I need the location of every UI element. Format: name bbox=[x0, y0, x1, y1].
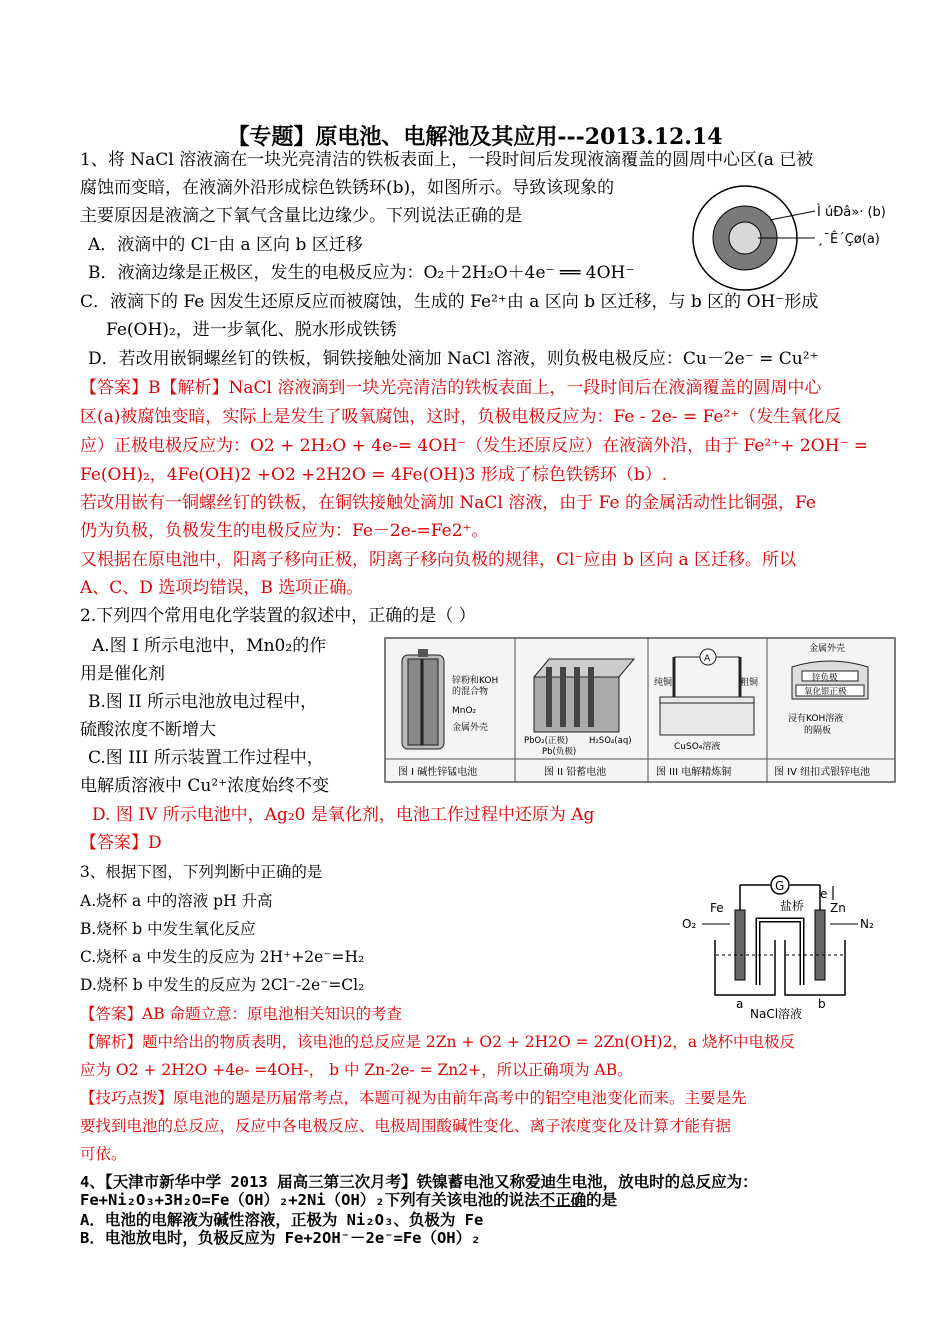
svg-text:金属外壳: 金属外壳 bbox=[452, 723, 489, 733]
q2-answer: 【答案】D bbox=[80, 833, 162, 853]
svg-text:Zn: Zn bbox=[830, 901, 846, 915]
q1-stem-line1: 1、将 NaCl 溶液滴在一块光亮清洁的铁板表面上，一段时间后发现液滴覆盖的圆周中心区(a 已被 bbox=[80, 150, 814, 170]
q3-explanation-line2: 应为 O2 + 2H2O +4e- =4OH-， b 中 Zn-2e- = Zn2+，所以正确项为 AB。 bbox=[80, 1061, 633, 1079]
q2-option-a-line2: 用是催化剂 bbox=[80, 664, 165, 684]
q1-answer-line8: A、C、D 选项均错误，B 选项正确。 bbox=[80, 578, 364, 598]
svg-text:NaCl溶液: NaCl溶液 bbox=[750, 1007, 803, 1020]
q2-stem: 2.下列四个常用电化学装置的叙述中，正确的是（ ） bbox=[80, 606, 476, 626]
svg-text:a: a bbox=[736, 997, 744, 1011]
q4-stem-line2: Fe+Ni₂O₃+3H₂O=Fe（OH）₂+2Ni（OH）₂下列有关该电池的说法不正确的是 bbox=[80, 1191, 618, 1209]
svg-text:锌粉和KOH: 锌粉和KOH bbox=[452, 676, 499, 686]
q1-answer-line3: 应）正极电极反应为：O2 + 2H₂O + 4e-= 4OH⁻（发生还原反应）在液滴外沿，由于 Fe²⁺+ 2OH⁻ = bbox=[80, 436, 869, 456]
panel-4-caption: 图 IV 纽扣式银锌电池 bbox=[774, 767, 871, 778]
page-title: 【专题】原电池、电解池及其应用---2013.12.14 bbox=[227, 124, 723, 150]
electrochemistry-devices-figure bbox=[384, 637, 896, 783]
q1-answer-line5: 若改用嵌有一铜螺丝钉的铁板，在铜铁接触处滴加 NaCl 溶液，由于 Fe 的金属活动性比铜强，Fe bbox=[80, 493, 816, 513]
svg-text:的隔板: 的隔板 bbox=[804, 726, 832, 736]
panel-1-caption: 图 I 碱性锌锰电池 bbox=[398, 767, 478, 778]
svg-text:O₂: O₂ bbox=[682, 917, 697, 931]
q3-tip-line2: 要找到电池的总反应，反应中各电极反应、电极周围酸碱性变化、离子浓度变化及计算才能有据 bbox=[80, 1117, 732, 1135]
q3-answer: 【答案】AB 命题立意：原电池相关知识的考查 bbox=[80, 1005, 403, 1023]
svg-text:浸有KOH溶液: 浸有KOH溶液 bbox=[788, 714, 844, 724]
q2-option-b-line2: 硫酸浓度不断增大 bbox=[80, 720, 216, 740]
q1-stem-line2: 腐蚀而变暗，在液滴外沿形成棕色铁锈环(b)，如图所示。导致该现象的 bbox=[80, 178, 615, 198]
q2-option-c-line1: C.图 III 所示装置工作过程中， bbox=[88, 748, 324, 768]
panel-3-caption: 图 III 电解精炼铜 bbox=[656, 767, 732, 778]
svg-text:Pb(负极): Pb(负极) bbox=[542, 747, 577, 757]
svg-text:锌负极: 锌负极 bbox=[812, 673, 838, 683]
svg-text:H₂SO₄(aq): H₂SO₄(aq) bbox=[589, 736, 632, 746]
q1-answer-line4: Fe(OH)₂，4Fe(OH)2 +O2 +2H2O = 4Fe(OH)3 形成了棕色铁锈环（b）. bbox=[80, 465, 668, 485]
svg-text:PbO₂(正极): PbO₂(正极) bbox=[524, 736, 569, 746]
droplet-figure bbox=[690, 180, 910, 300]
svg-text:b: b bbox=[818, 997, 826, 1011]
droplet-label-a: ¸¯Ê´Çø(a) bbox=[817, 232, 880, 247]
q1-option-b: B．液滴边缘是正极区，发生的电极反应为：O₂＋2H₂O＋4e⁻ ══ 4OH⁻ bbox=[88, 263, 635, 283]
q4-option-a: A．电池的电解液为碱性溶液，正极为 Ni₂O₃、负极为 Fe bbox=[80, 1211, 484, 1229]
svg-text:e: e bbox=[820, 887, 828, 901]
q2-option-c-line2: 电解质溶液中 Cu²⁺浓度始终不变 bbox=[80, 776, 330, 796]
svg-text:氧化银正极: 氧化银正极 bbox=[804, 687, 847, 697]
q2-option-d: D. 图 IV 所示电池中，Ag₂0 是氧化剂，电池工作过程中还原为 Ag bbox=[92, 805, 595, 825]
svg-text:MnO₂: MnO₂ bbox=[452, 706, 477, 716]
q3-stem: 3、根据下图，下列判断中正确的是 bbox=[80, 863, 323, 881]
q1-answer-line7: 又根据在原电池中，阳离子移向正极，阴离子移向负极的规律，Cl⁻应由 b 区向 a 区迁移。所以 bbox=[80, 550, 797, 570]
q1-answer-line2: 区(a)被腐蚀变暗，实际上是发生了吸氧腐蚀，这时，负极电极反应为：Fe - 2e- = Fe²⁺（发生氧化反 bbox=[80, 407, 842, 427]
svg-text:N₂: N₂ bbox=[860, 917, 874, 931]
q1-stem-line3: 主要原因是液滴之下氧气含量比边缘少。下列说法正确的是 bbox=[80, 206, 522, 226]
q1-option-c-line2: Fe(OH)₂，进一步氧化、脱水形成铁锈 bbox=[106, 320, 397, 340]
svg-text:G: G bbox=[775, 879, 785, 893]
panel-2-caption: 图 II 铅蓄电池 bbox=[544, 767, 607, 778]
q1-answer-line6: 仍为负极，负极发生的电极反应为：Fe－2e-=Fe2⁺。 bbox=[80, 521, 489, 541]
q1-option-c-line1: C．液滴下的 Fe 因发生还原反应而被腐蚀，生成的 Fe²⁺由 a 区向 b 区迁移，与 b 区的 OH⁻形成 bbox=[80, 292, 819, 312]
svg-text:粗铜: 粗铜 bbox=[740, 678, 759, 688]
svg-text:A: A bbox=[704, 654, 711, 664]
q3-explanation-line1: 【解析】题中给出的物质表明，该电池的总反应是 2Zn + O2 + 2H2O = 2Zn(OH)2，a 烧杯中电极反 bbox=[80, 1033, 796, 1051]
q3-option-b: B.烧杯 b 中发生氧化反应 bbox=[80, 920, 256, 938]
q1-option-a: A．液滴中的 Cl⁻由 a 区向 b 区迁移 bbox=[88, 235, 363, 255]
q1-answer-line1: 【答案】B【解析】NaCl 溶液滴到一块光亮清洁的铁板表面上，一段时间后在液滴覆盖的圆周中心 bbox=[80, 378, 822, 398]
q3-option-a: A.烧杯 a 中的溶液 pH 升高 bbox=[80, 892, 273, 910]
droplet-label-b: Ì úÐâ»· (b) bbox=[817, 205, 886, 220]
q3-tip-line1: 【技巧点拨】原电池的题是历届常考点，本题可视为由前年高考中的铝空电池变化而来。主要是先 bbox=[80, 1089, 747, 1107]
q3-option-d: D.烧杯 b 中发生的反应为 2Cl⁻-2e⁻=Cl₂ bbox=[80, 976, 365, 994]
svg-text:金属外壳: 金属外壳 bbox=[809, 644, 846, 654]
svg-text:纯铜: 纯铜 bbox=[654, 678, 673, 688]
q3-option-c: C.烧杯 a 中发生的反应为 2H⁺+2e⁻=H₂ bbox=[80, 948, 365, 966]
q1-option-d: D．若改用嵌铜螺丝钉的铁板，铜铁接触处滴加 NaCl 溶液，则负极电极反应：Cu－2e⁻ = Cu²⁺ bbox=[88, 349, 819, 369]
svg-text:盐桥: 盐桥 bbox=[780, 899, 805, 913]
q2-option-b-line1: B.图 II 所示电池放电过程中， bbox=[88, 692, 318, 712]
svg-text:Fe: Fe bbox=[710, 901, 724, 915]
q2-option-a-line1: A.图 I 所示电池中，Mn0₂的作 bbox=[92, 636, 327, 656]
galvanic-cell-figure bbox=[680, 870, 880, 1020]
q3-tip-line3: 可依。 bbox=[80, 1145, 127, 1163]
svg-text:的混合物: 的混合物 bbox=[452, 687, 489, 697]
q4-option-b: B．电池放电时，负极反应为 Fe+2OH⁻－2e⁻=Fe（OH）₂ bbox=[80, 1229, 481, 1247]
q4-stem-line1: 4、【天津市新华中学 2013 届高三第三次月考】铁镍蓄电池又称爱迪生电池，放电时的总反应为： bbox=[80, 1173, 758, 1191]
svg-text:CuSO₄溶液: CuSO₄溶液 bbox=[674, 742, 721, 752]
